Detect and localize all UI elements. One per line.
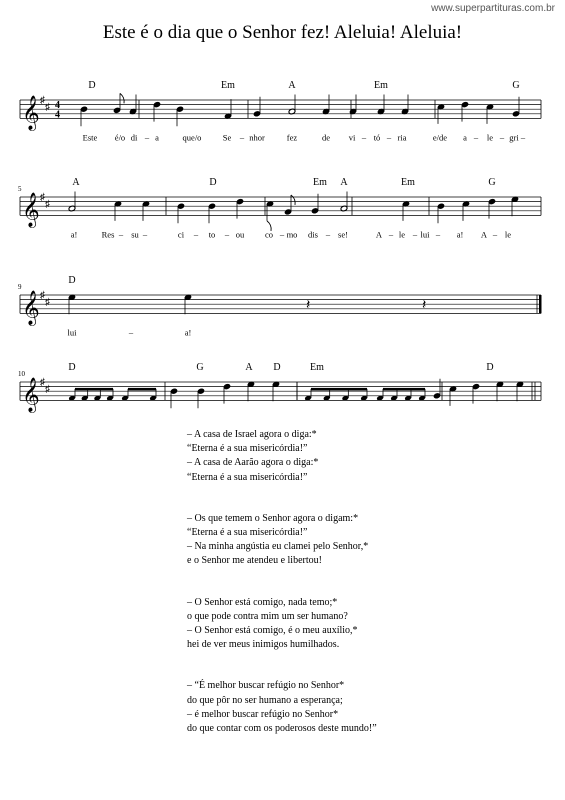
lyric-syllable: le xyxy=(486,132,494,143)
sharp-icon: ♯ xyxy=(40,290,45,301)
sharp-icon: ♯ xyxy=(40,95,45,106)
lyric-syllable: a xyxy=(463,132,467,143)
chord-symbol: G xyxy=(488,177,496,188)
lyric-syllable: ci xyxy=(177,229,185,240)
lyric-syllable: a! xyxy=(70,229,78,240)
lyric-syllable: – xyxy=(520,132,526,143)
verse-line: – O Senhor está comigo, nada temo;* xyxy=(187,596,338,608)
final-barline xyxy=(539,295,542,313)
chord-symbol: D xyxy=(486,362,494,373)
note-beam xyxy=(75,388,113,391)
lyric-syllable: – xyxy=(435,229,441,240)
treble-clef-icon: 𝄞 xyxy=(22,378,40,412)
lyric-syllable: le xyxy=(398,229,406,240)
note-beam xyxy=(383,388,425,391)
note-beam xyxy=(311,388,367,391)
verse-line: – “É melhor buscar refúgio no Senhor* xyxy=(187,680,345,692)
measure-number: 10 xyxy=(18,370,25,378)
note-beam xyxy=(128,388,156,391)
time-signature: 4 xyxy=(55,109,60,121)
lyric-syllable: é/o xyxy=(114,132,126,143)
lyric-syllable: Este xyxy=(82,132,98,143)
chord-symbol: Em xyxy=(310,362,324,373)
lyric-syllable: – xyxy=(144,132,150,143)
lyric-syllable: to xyxy=(208,229,216,240)
lyric-syllable: – xyxy=(388,229,394,240)
staff-system xyxy=(20,290,542,326)
lyric-syllable: – xyxy=(128,327,134,338)
lyric-syllable: di xyxy=(130,132,138,143)
chord-symbol: Em xyxy=(401,177,415,188)
chord-symbol: D xyxy=(68,362,76,373)
verse-stanza xyxy=(187,512,557,569)
lyric-syllable: mo xyxy=(286,229,298,240)
lyric-syllable: – xyxy=(193,229,199,240)
verse-line: do que contar com os poderosos deste mundo!” xyxy=(187,723,377,735)
chord-symbol: A xyxy=(340,177,348,188)
quarter-rest-icon: 𝄽 xyxy=(306,297,311,313)
lyric-syllable: nhor xyxy=(249,132,265,143)
chord-symbol: A xyxy=(245,362,253,373)
lyric-syllable: dis xyxy=(308,229,318,240)
verse-stanza xyxy=(187,596,557,653)
page-title: Este é o dia que o Senhor fez! Aleluia! Aleluia! xyxy=(102,22,463,43)
verse-line: – A casa de Aarão agora o diga:* xyxy=(187,457,319,469)
lyric-syllable: – xyxy=(499,132,505,143)
lyric-syllable: fez xyxy=(286,132,298,143)
lyric-syllable: – xyxy=(361,132,367,143)
lyric-syllable: – xyxy=(492,229,498,240)
staff-system xyxy=(20,93,541,131)
lyric-syllable: vi xyxy=(348,132,356,143)
note-flag xyxy=(291,195,295,205)
verse-line: – O Senhor está comigo, é o meu auxílio,* xyxy=(187,625,358,637)
verse-line: hei de ver meus inimigos humilhados. xyxy=(187,639,340,651)
lyric-syllable: A xyxy=(480,229,488,240)
lyric-syllable: – xyxy=(118,229,124,240)
lyric-syllable: su xyxy=(131,229,139,240)
sharp-icon: ♯ xyxy=(45,296,50,308)
verse-line: “Eterna é a sua misericórdia!” xyxy=(187,471,308,483)
verse-stanza xyxy=(187,428,557,485)
verse-line: – é melhor buscar refúgio no Senhor* xyxy=(187,708,339,720)
watermark: www.superpartituras.com.br xyxy=(431,3,555,14)
chord-symbol: A xyxy=(72,177,80,188)
chord-symbol: Em xyxy=(374,80,388,91)
lyric-syllable: Res xyxy=(101,229,115,240)
lyric-syllable: – xyxy=(224,229,230,240)
lyric-syllable: a! xyxy=(184,327,192,338)
verse-line: – Na minha angústia eu clamei pelo Senhor,* xyxy=(187,541,369,553)
lyric-syllable: se! xyxy=(338,229,348,240)
lyric-syllable: que/o xyxy=(182,132,202,143)
sharp-icon: ♯ xyxy=(40,377,45,388)
verse-line: e o Senhor me atendeu e libertou! xyxy=(187,555,322,567)
lyric-syllable: – xyxy=(279,229,285,240)
lyric-syllable: le xyxy=(504,229,512,240)
verse-line: – Os que temem o Senhor agora o digam:* xyxy=(187,512,359,524)
verse-line: “Eterna é a sua misericórdia!” xyxy=(187,527,308,539)
lyric-syllable: Se xyxy=(222,132,232,143)
verse-line: – A casa de Israel agora o diga:* xyxy=(187,429,317,440)
verse-line: do que pôr no ser humano a esperança; xyxy=(187,694,343,706)
sharp-icon: ♯ xyxy=(45,101,50,113)
verse-line: “Eterna é a sua misericórdia!” xyxy=(187,443,308,455)
lyric-syllable: de xyxy=(321,132,331,143)
sharp-icon: ♯ xyxy=(40,192,45,203)
sharp-icon: ♯ xyxy=(45,383,50,395)
lyric-syllable: – xyxy=(473,132,479,143)
verse-line: o que pode contra mim um ser humano? xyxy=(187,610,348,622)
lyric-syllable: – xyxy=(142,229,148,240)
time-signature: 4 xyxy=(55,100,60,112)
staff-system xyxy=(20,192,541,231)
treble-clef-icon: 𝄞 xyxy=(22,96,40,130)
note-flag xyxy=(120,93,124,103)
chord-symbol: G xyxy=(196,362,204,373)
chord-symbol: Em xyxy=(313,177,327,188)
quarter-rest-icon: 𝄽 xyxy=(422,297,427,313)
sharp-icon: ♯ xyxy=(45,198,50,210)
lyric-syllable: co xyxy=(264,229,274,240)
chord-symbol: D xyxy=(209,177,217,188)
lyric-syllable: ria xyxy=(397,132,407,143)
treble-clef-icon: 𝄞 xyxy=(22,291,40,325)
lyric-syllable: a xyxy=(155,132,159,143)
chord-symbol: D xyxy=(88,80,96,91)
lyric-syllable: A xyxy=(375,229,383,240)
chord-symbol: G xyxy=(512,80,520,91)
chord-symbol: Em xyxy=(221,80,235,91)
measure-number: 9 xyxy=(18,283,22,291)
chord-symbol: D xyxy=(273,362,281,373)
lyric-syllable: – xyxy=(386,132,392,143)
lyric-syllable: a! xyxy=(456,229,464,240)
treble-clef-icon: 𝄞 xyxy=(22,193,40,227)
lyric-syllable: – xyxy=(412,229,418,240)
measure-number: 5 xyxy=(18,185,22,193)
lyric-syllable: tó xyxy=(373,132,381,143)
staff-system xyxy=(20,377,541,413)
verses xyxy=(187,428,557,763)
chord-symbol: A xyxy=(288,80,296,91)
chord-symbol: D xyxy=(68,275,76,286)
lyric-syllable: lui xyxy=(420,229,430,240)
lyric-syllable: – xyxy=(325,229,331,240)
lyric-syllable: lui xyxy=(67,327,77,338)
lyric-syllable: – xyxy=(239,132,245,143)
lyric-syllable: e/de xyxy=(432,132,448,143)
verse-stanza xyxy=(187,679,557,736)
lyric-syllable: ou xyxy=(235,229,245,240)
lyric-syllable: gri xyxy=(509,132,519,143)
